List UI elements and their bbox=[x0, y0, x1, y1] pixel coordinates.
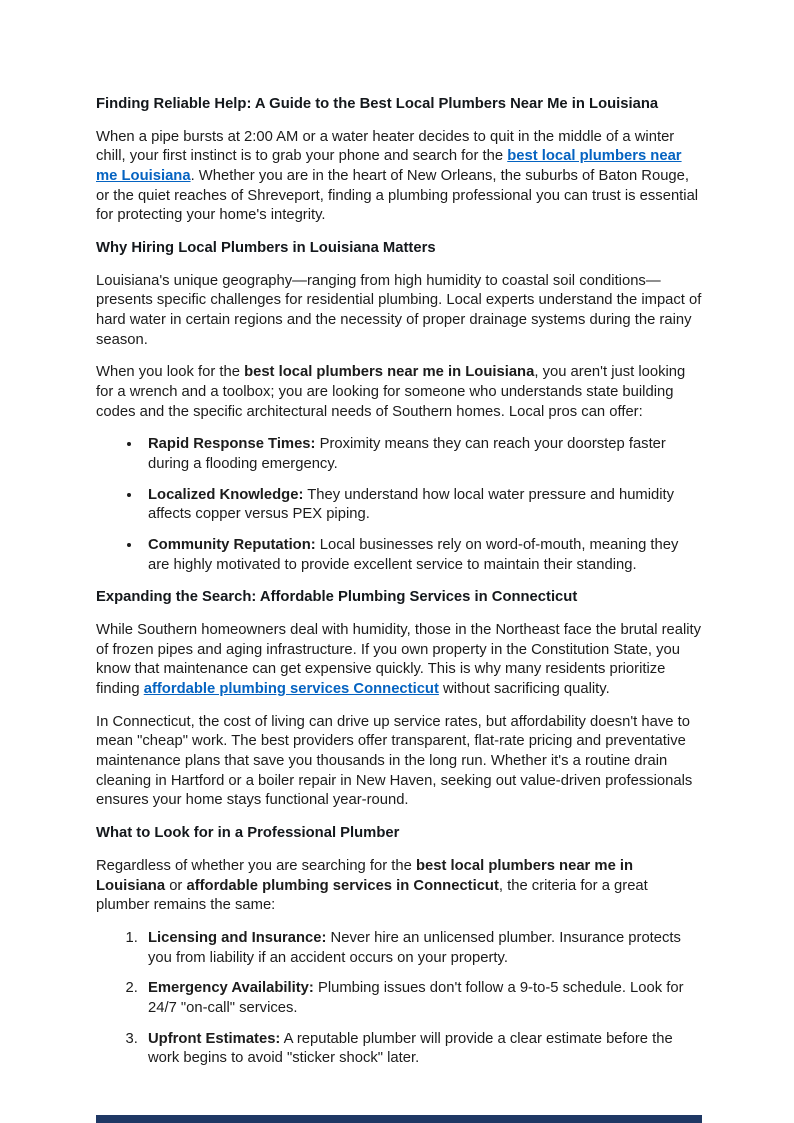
bold-text-run: What to Look for in a Professional Plumber bbox=[96, 825, 400, 842]
text-run: They understand how local water pressure and humidity affects copper versus PEX piping. bbox=[148, 486, 675, 523]
bold-text-run: affordable plumbing services in Connecticut bbox=[186, 877, 499, 894]
text-run: Louisiana's unique geography—ranging from high humidity to coastal soil conditions—presents specific challenges for residential plumbing. Local experts understand the impact of hard water in certain regions and the necessity of proper drainage systems during the rainy season. bbox=[96, 272, 702, 348]
bold-text-run: Emergency Availability: bbox=[148, 980, 314, 997]
bold-text-run: Why Hiring Local Plumbers in Louisiana Matters bbox=[96, 240, 436, 257]
bold-text-run: Rapid Response Times: bbox=[148, 436, 316, 453]
text-run: Proximity means they can reach your doorstep faster during a flooding emergency. bbox=[148, 436, 666, 473]
footer-divider-bar bbox=[96, 1115, 702, 1123]
inline-link[interactable]: affordable plumbing services Connecticut bbox=[143, 681, 439, 698]
bold-text-run: Community Reputation: bbox=[148, 537, 316, 554]
text-run: without sacrificing quality. bbox=[438, 681, 610, 698]
inline-link[interactable]: best local plumbers near me Louisiana bbox=[96, 148, 682, 185]
list-item bbox=[142, 435, 702, 474]
text-run: . Whether you are in the heart of New Orleans, the suburbs of Baton Rouge, or the quiet reaches of Shreveport, finding a plumbing professional you can trust is essential for protecting your home's integrity. bbox=[96, 168, 699, 224]
text-run: When a pipe bursts at 2:00 AM or a water heater decides to quit in the middle of a winter chill, your first instinct is to grab your phone and search for the bbox=[96, 128, 675, 165]
text-run: , the criteria for a great plumber remains the same: bbox=[96, 877, 648, 914]
bold-text-run: best local plumbers near me in Louisiana bbox=[96, 857, 634, 894]
list-item bbox=[142, 979, 702, 1018]
list-item bbox=[142, 536, 702, 575]
bold-text-run: Upfront Estimates: bbox=[148, 1030, 281, 1047]
list-item bbox=[142, 486, 702, 525]
paragraph bbox=[96, 272, 702, 351]
text-run: , you aren't just looking for a wrench and a toolbox; you are looking for someone who understands state building codes and the specific architectural needs of Southern homes. Local pros can offer: bbox=[96, 364, 686, 420]
list-item bbox=[142, 1030, 702, 1069]
section-heading bbox=[96, 824, 702, 844]
text-run: A reputable plumber will provide a clear estimate before the work begins to avoid "sticker shock" later. bbox=[148, 1030, 673, 1067]
text-run: Plumbing issues don't follow a 9-to-5 schedule. Look for 24/7 "on-call" services. bbox=[148, 980, 684, 1016]
text-run: In Connecticut, the cost of living can drive up service rates, but affordability doesn't have to mean "cheap" work. The best providers offer transparent, flat-rate pricing and preventative maintenance plans that save you thousands in the long run. Whether it's a routine drain cleaning in Hartford or a boiler repair in New Haven, seeking out value-driven professionals ensures your home stays functional year-round. bbox=[96, 713, 693, 809]
list-item bbox=[142, 929, 702, 968]
section-heading bbox=[96, 239, 702, 259]
article bbox=[96, 95, 702, 1082]
text-run: Regardless of whether you are searching for the bbox=[96, 857, 416, 874]
bold-text-run: Finding Reliable Help: A Guide to the Best Local Plumbers Near Me in Louisiana bbox=[96, 96, 659, 112]
document-title bbox=[96, 95, 702, 115]
text-run: or bbox=[165, 877, 187, 894]
text-run: Never hire an unlicensed plumber. Insurance protects you from liability if an accident occurs on your property. bbox=[148, 929, 681, 966]
paragraph bbox=[96, 713, 702, 811]
bold-text-run: best local plumbers near me in Louisiana bbox=[244, 364, 535, 381]
section-heading bbox=[96, 588, 702, 608]
text-run: Local businesses rely on word-of-mouth, meaning they are highly motivated to provide excellent service to maintain their standing. bbox=[148, 537, 679, 573]
bold-text-run: Localized Knowledge: bbox=[148, 486, 304, 503]
text-run: When you look for the bbox=[96, 364, 245, 381]
numbered-list bbox=[96, 929, 702, 1069]
paragraph bbox=[96, 857, 702, 916]
bold-text-run: Licensing and Insurance: bbox=[148, 929, 327, 946]
text-run: While Southern homeowners deal with humidity, those in the Northeast face the brutal reality of frozen pipes and aging infrastructure. If you own property in the Constitution State, you know that maintenance can get expensive quickly. This is why many residents prioritize finding bbox=[96, 622, 702, 698]
bullet-list bbox=[96, 435, 702, 575]
paragraph bbox=[96, 621, 702, 700]
bold-text-run: Expanding the Search: Affordable Plumbing Services in Connecticut bbox=[96, 589, 578, 606]
paragraph bbox=[96, 128, 702, 226]
paragraph bbox=[96, 363, 702, 422]
